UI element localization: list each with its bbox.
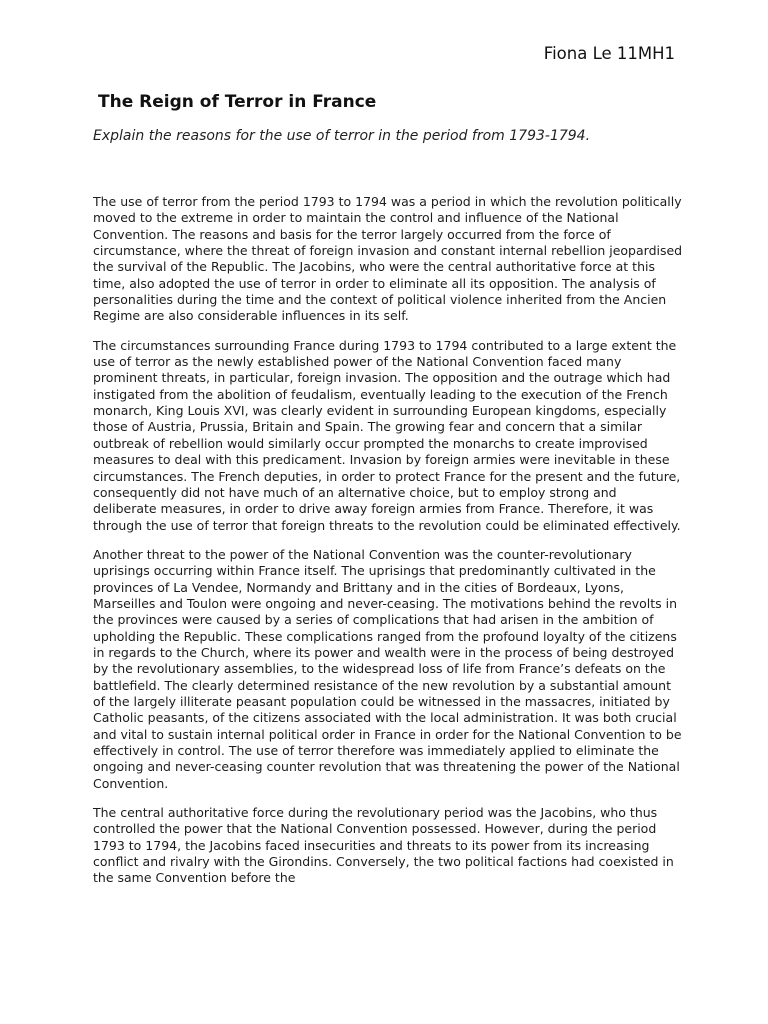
essay-body: [93, 194, 683, 900]
document-title: The Reign of Terror in France: [98, 92, 377, 112]
author-line: Fiona Le 11MH1: [543, 44, 675, 63]
paragraph: The central authoritative force during the revolutionary period was the Jacobins, who thus controlled the power that the National Convention possessed. However, during the period 1793 to 1794, the Jacobins faced insecurities and threats to its power from its increasing conflict and rivalry with the Girondins. Conversely, the two political factions had coexisted in the same Convention before the: [93, 805, 674, 886]
paragraph: Another threat to the power of the National Convention was the counter-revolutionary uprisings occurring within France itself. The uprisings that predominantly cultivated in the provinces of La Vendee, Normandy and Brittany and in the cities of Bordeaux, Lyons, Marseilles and Toulon were ongoing and never-ceasing. The motivations behind the revolts in the provinces were caused by a series of complications that had arisen in the ambition of upholding the Republic. These complications ranged from the profound loyalty of the citizens in regards to the Church, where its power and wealth were in the process of being destroyed by the revolutionary assemblies, to the widespread loss of life from France’s defeats on the battlefield. The clearly determined resistance of the new revolution by a substantial amount of the largely illiterate peasant population could be witnessed in the massacres, initiated by Catholic peasants, of the citizens associated with the local administration. It was both crucial and vital to sustain internal political order in France in order for the National Convention to be effectively in control. The use of terror therefore was immediately applied to eliminate the ongoing and never-ceasing counter revolution that was threatening the power of the National Convention.: [93, 546, 682, 791]
paragraph: The use of terror from the period 1793 to 1794 was a period in which the revolution politically moved to the extreme in order to maintain the control and influence of the National Convention. The reasons and basis for the terror largely occurred from the force of circumstance, where the threat of foreign invasion and constant internal rebellion jeopardised the survival of the Republic. The Jacobins, who were the central authoritative force at this time, also adopted the use of terror in order to eliminate all its opposition. The analysis of personalities during the time and the context of political violence inherited from the Ancien Regime are also considerable influences in its self.: [93, 194, 683, 324]
paragraph: The circumstances surrounding France during 1793 to 1794 contributed to a large extent the use of terror as the newly established power of the National Convention faced many prominent threats, in particular, foreign invasion. The opposition and the outrage which had instigated from the abolition of feudalism, eventually leading to the execution of the French monarch, King Louis XVI, was clearly evident in surrounding European kingdoms, especially those of Austria, Prussia, Britain and Spain. The growing fear and concern that a similar outbreak of rebellion would similarly occur prompted the monarchs to create improvised measures to deal with this predicament. Invasion by foreign armies were inevitable in these circumstances. The French deputies, in order to protect France for the present and the future, consequently did not have much of an alternative choice, but to employ strong and deliberate measures, in order to drive away foreign armies from France. Therefore, it was through the use of terror that foreign threats to the revolution could be eliminated effectively.: [93, 337, 681, 533]
essay-question: Explain the reasons for the use of terror in the period from 1793-1794.: [93, 128, 591, 144]
